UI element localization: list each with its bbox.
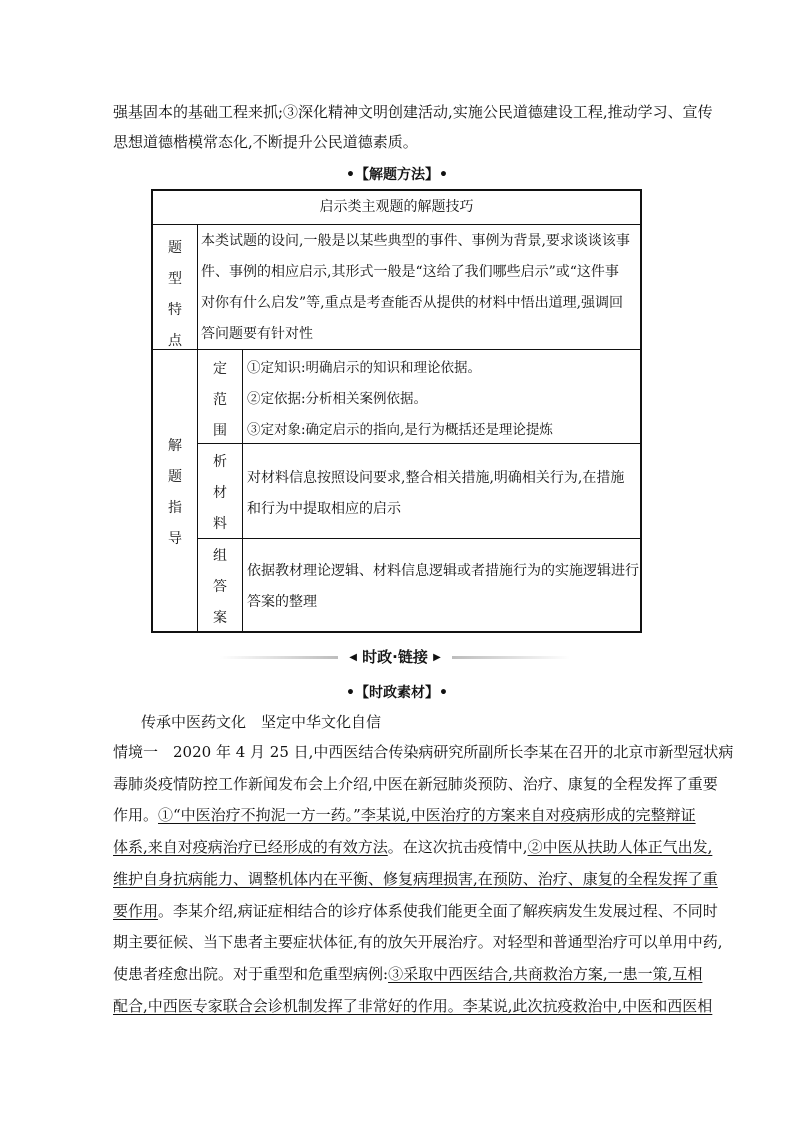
article-line — [113, 774, 718, 794]
article-line — [113, 932, 723, 952]
underlined-text: ③采取中西医结合,共商救治方案,一患一策,互相 — [388, 964, 703, 983]
link-banner — [220, 650, 570, 664]
article-line — [113, 964, 703, 984]
underlined-text: 要作用 — [113, 901, 159, 920]
article-text: 毒肺炎疫情防控工作新闻发布会上介绍,中医在新冠肺炎预防、治疗、康复的全程发挥了重要 — [113, 774, 718, 793]
intro-line-1: 强基固本的基础工程来抓;③深化精神文明创建活动,实施公民道德建设工程,推动学习、宣传 — [113, 103, 713, 121]
compose-text: 依据教材理论逻辑、材料信息逻辑或者措施行为的实施逻辑进行 答案的整理 — [247, 563, 639, 610]
row-label-question-type: 题 型 特 点 — [168, 240, 182, 349]
banner-line-left — [220, 656, 338, 659]
scope-text: ①定知识:明确启示的知识和理论依据。 ②定依据:分析相关案例依据。 ③定对象:确定启示的指向,是行为概括还是理论提炼 — [247, 360, 553, 438]
article-title: 传承中医药文化 坚定中华文化自信 — [141, 713, 382, 731]
method-table — [151, 189, 642, 633]
sub-label-scope: 定 范 围 — [213, 361, 227, 439]
underlined-text: 配合,中西医专家联合会诊机制发挥了非常好的作用。李某说,此次抗疫救治中,中医和西医相 — [113, 996, 713, 1015]
link-banner-text: 时政·链接 — [362, 648, 428, 666]
method-heading: •【解题方法】• — [346, 167, 448, 183]
article-line — [113, 996, 713, 1016]
article-line — [113, 742, 734, 762]
article-text: 。李某介绍,病证症相结合的诊疗体系使我们能更全面了解疾病发生发展过程、不同时 — [158, 901, 718, 920]
sub-label-analyze: 析 材 料 — [213, 454, 227, 532]
article-line — [113, 805, 696, 825]
underlined-text: 体系,来自对疫病治疗已经形成的有效方法 — [113, 838, 388, 857]
material-heading: •【时政素材】• — [346, 685, 448, 701]
underlined-text: ②中医从扶助人体正气出发, — [527, 838, 713, 857]
article-text: 情境一 2020 年 4 月 25 日,中西医结合传染病研究所副所长李某在召开的北京市新型冠状病 — [113, 743, 734, 761]
underlined-text: 维护自身抗病能力、调整机体内在平衡、修复病理损害,在预防、治疗、康复的全程发挥了重 — [113, 869, 718, 888]
analyze-text: 对材料信息按照设问要求,整合相关措施,明确相关行为,在措施 和行为中提取相应的启示 — [247, 470, 625, 517]
right-arrow-icon: ▶ — [433, 652, 441, 663]
row-label-guide: 解 题 指 导 — [168, 438, 182, 547]
article-line — [113, 901, 718, 921]
left-arrow-icon: ◀ — [349, 652, 357, 663]
article-text: 。在这次抗击疫情中, — [387, 838, 528, 857]
underlined-text: ①“中医治疗不拘泥一方一药。”李某说,中医治疗的方案来自对疫病形成的完整辩证 — [158, 806, 696, 825]
article-line — [113, 869, 718, 889]
intro-line-2: 思想道德楷模常态化,不断提升公民道德素质。 — [113, 133, 418, 151]
article-text: 期主要征候、当下患者主要症状体征,有的放矢开展治疗。对轻型和普通型治疗可以单用中药, — [113, 933, 723, 952]
article-text: 作用。 — [113, 806, 159, 825]
question-type-text: 本类试题的设问,一般是以某些典型的事件、事例为背景,要求谈谈该事 件、事例的相应启示,其形式一般是“这给了我们哪些启示”或“这件事 对你有什么启发”等,重点是考查能否从提供的材料中悟出道理,强调回 答问题要有针对性 — [201, 233, 630, 342]
banner-line-right — [452, 656, 570, 659]
sub-label-compose: 组 答 案 — [213, 548, 227, 626]
article-text: 使患者痊愈出院。对于重型和危重型病例: — [113, 964, 389, 983]
article-line — [113, 837, 713, 857]
table-title: 启示类主观题的解题技巧 — [319, 199, 474, 215]
